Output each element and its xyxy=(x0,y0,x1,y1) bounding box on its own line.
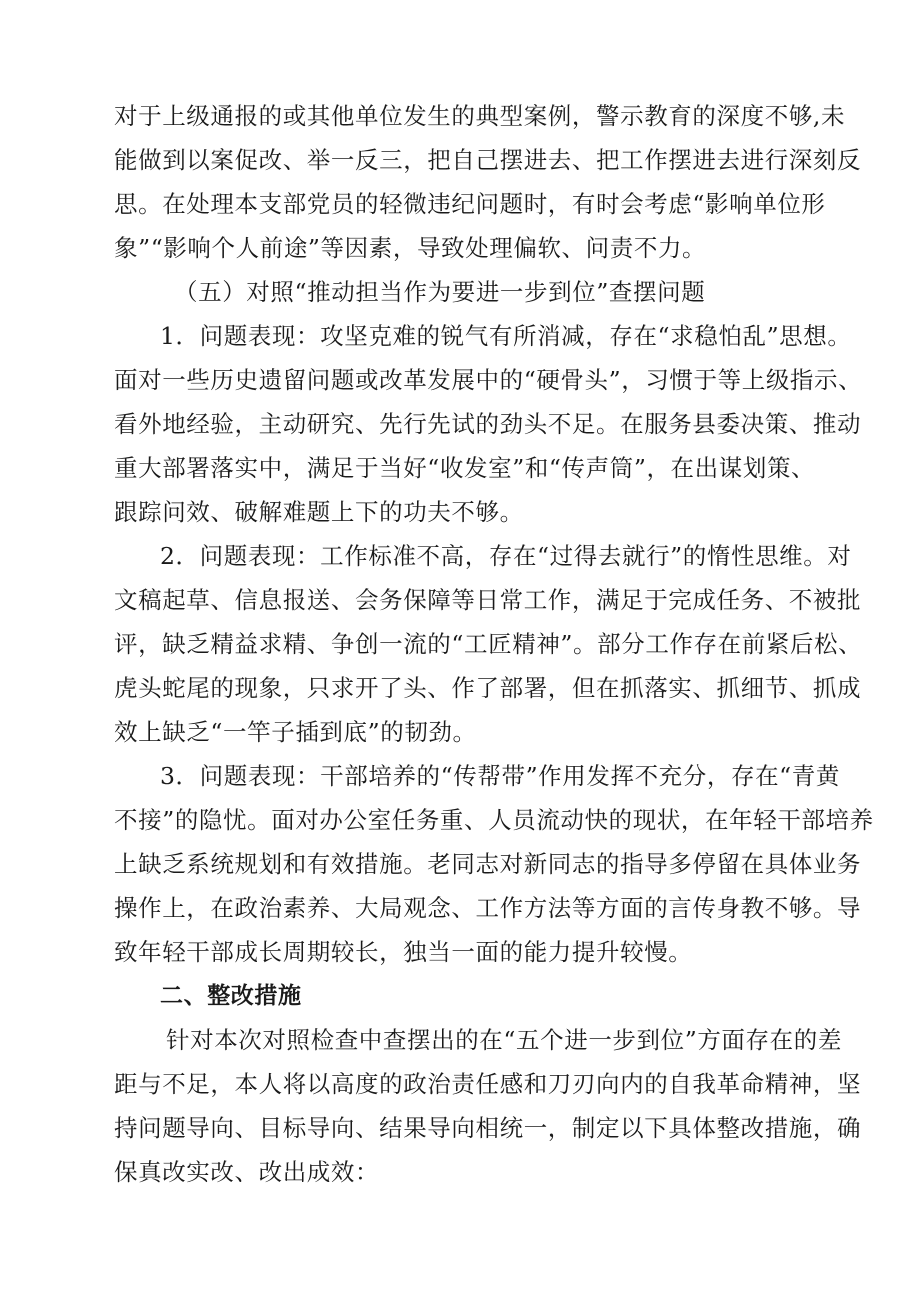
text-line: 象”“影响个人前途”等因素，导致处理偏软、问责不力。 xyxy=(114,234,707,262)
text-line: 重大部署落实中，满足于当好“收发室”和“传声筒”，在出谋划策、 xyxy=(114,454,816,482)
text-line: 上缺乏系统规划和有效措施。老同志对新同志的指导多停留在具体业务 xyxy=(114,850,862,878)
problem-1-first-line: 1．问题表现：攻坚克难的锐气有所消减，存在“求稳怕乱”思想。 xyxy=(160,322,852,350)
text-line: 思。在处理本支部党员的轻微违纪问题时，有时会考虑“影响单位形 xyxy=(114,190,826,218)
problem-3-first-line: 3．问题表现：干部培养的“传帮带”作用发挥不充分，存在“青黄 xyxy=(160,762,840,790)
text-line: 评，缺乏精益求精、争创一流的“工匠精神”。部分工作存在前紧后松、 xyxy=(114,630,863,658)
problem-2-first-line: 2．问题表现：工作标准不高，存在“过得去就行”的惰性思维。对 xyxy=(160,542,852,570)
text-line: 距与不足，本人将以高度的政治责任感和刀刃向内的自我革命精神，坚 xyxy=(114,1070,862,1098)
text-line: 对于上级通报的或其他单位发生的典型案例，警示教育的深度不够,未 xyxy=(114,102,846,130)
text-line: 操作上，在政治素养、大局观念、工作方法等方面的言传身教不够。导 xyxy=(114,894,862,922)
paragraph-first-line: 针对本次对照检查中查摆出的在“五个进一步到位”方面存在的差 xyxy=(166,1026,842,1054)
text-line: 虎头蛇尾的现象，只求开了头、作了部署，但在抓落实、抓细节、抓成 xyxy=(114,674,862,702)
text-line: 面对一些历史遗留问题或改革发展中的“硬骨头”，习惯于等上级指示、 xyxy=(114,366,863,394)
text-line: 效上缺乏“一竿子插到底”的韧劲。 xyxy=(114,718,477,746)
text-line: 保真改实改、改出成效： xyxy=(114,1158,380,1186)
text-line: 文稿起草、信息报送、会务保障等日常工作，满足于完成任务、不被批 xyxy=(114,586,862,614)
section-heading-five: （五）对照“推动担当作为要进一步到位”查摆问题 xyxy=(174,278,706,306)
section-heading-rectification: 二、整改措施 xyxy=(160,983,302,1009)
text-line: 看外地经验，主动研究、先行先试的劲头不足。在服务县委决策、推动 xyxy=(114,410,862,438)
text-line: 致年轻干部成长周期较长，独当一面的能力提升较慢。 xyxy=(114,938,693,966)
text-line: 能做到以案促改、举一反三，把自己摆进去、把工作摆进去进行深刻反 xyxy=(114,146,862,174)
text-line: 跟踪问效、破解难题上下的功夫不够。 xyxy=(114,498,524,526)
text-line: 持问题导向、目标导向、结果导向相统一，制定以下具体整改措施，确 xyxy=(114,1114,862,1142)
text-line: 不接”的隐忧。面对办公室任务重、人员流动快的现状，在年轻干部培养 xyxy=(114,806,874,834)
